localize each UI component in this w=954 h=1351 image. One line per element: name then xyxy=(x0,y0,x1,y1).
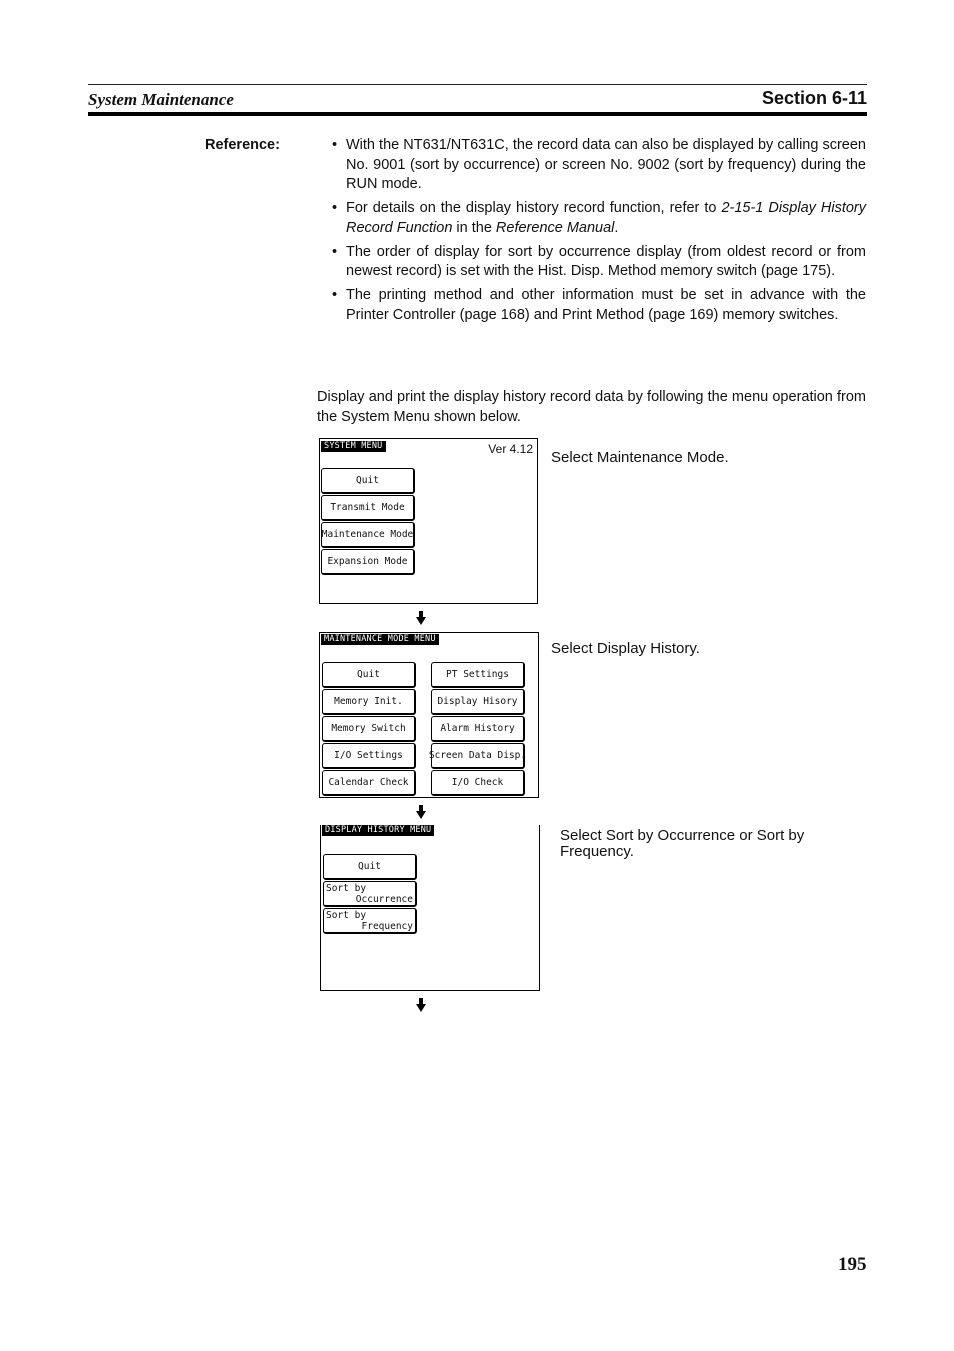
maintenance-mode-button[interactable]: Maintenance Mode xyxy=(321,522,415,548)
step2-caption: Select Display History. xyxy=(551,640,700,657)
header-section-number: Section 6-11 xyxy=(761,88,867,108)
reference-bullet-list xyxy=(332,136,866,330)
alarm-history-button[interactable]: Alarm History xyxy=(431,716,525,742)
button-label-line1: Sort by xyxy=(326,883,367,894)
bullet-text: With the NT631/NT631C, the record data can also be displayed by calling screen No. 9001 (sort by occurrence) or screen No. 9002 (sort by frequency) during the RUN mode. xyxy=(346,137,866,192)
sort-by-occurrence-button[interactable] xyxy=(323,881,417,907)
step3-caption: Select Sort by Occurrence or Sort by Frequency. xyxy=(560,827,805,860)
page-number: 195 xyxy=(838,1254,867,1275)
header-rule-thin xyxy=(88,84,867,85)
bullet-ref-section: 2-15-1 Display History Record Function xyxy=(346,200,866,236)
io-settings-button[interactable]: I/O Settings xyxy=(322,743,416,769)
intro-paragraph: Display and print the display history record data by following the menu operation from the System Menu shown below. xyxy=(317,389,866,425)
memory-init-button[interactable]: Memory Init. xyxy=(322,689,416,715)
quit-button[interactable]: Quit xyxy=(323,854,417,880)
button-label-line2: Frequency xyxy=(361,921,413,932)
memory-switch-button[interactable]: Memory Switch xyxy=(322,716,416,742)
system-menu-screen xyxy=(319,438,538,604)
transmit-mode-button[interactable]: Transmit Mode xyxy=(321,495,415,521)
version-label: Ver 4.12 xyxy=(488,442,533,456)
display-history-menu-screen xyxy=(320,825,540,991)
bullet-dot: • xyxy=(332,137,338,153)
down-arrow-icon xyxy=(416,998,426,1012)
quit-button[interactable]: Quit xyxy=(321,468,415,494)
bullet-text: The printing method and other information must be set in advance with the Printer Controller (page 168) and Print Method (page 169) memory switches. xyxy=(346,287,866,323)
reference-bullet-3 xyxy=(332,243,866,282)
bullet-text: The order of display for sort by occurrence display (from oldest record or from newest record) is set with the Hist. Disp. Method memory switch (page 175). xyxy=(346,243,866,279)
sort-by-frequency-button[interactable] xyxy=(323,908,417,934)
reference-bullet-2 xyxy=(332,199,866,238)
bullet-text: in the xyxy=(452,219,496,236)
bullet-ref-manual: Reference Manual xyxy=(495,219,615,236)
bullet-dot: • xyxy=(332,287,338,303)
header-rule-thick xyxy=(88,112,867,116)
reference-bullet-4 xyxy=(332,286,866,325)
quit-button[interactable]: Quit xyxy=(322,662,416,688)
calendar-check-button[interactable]: Calendar Check xyxy=(322,770,416,796)
header-chapter-title: System Maintenance xyxy=(88,90,234,109)
bullet-dot: • xyxy=(332,243,338,260)
bullet-text: For details on the display history record function, refer to xyxy=(346,200,722,216)
button-label-line2: Occurrence xyxy=(355,894,413,905)
button-label-line1: Sort by xyxy=(326,910,367,921)
screen-data-disp-button[interactable]: Screen Data Disp. xyxy=(431,743,525,769)
screen-title: MAINTENANCE MODE MENU xyxy=(321,634,439,645)
down-arrow-icon xyxy=(416,805,426,819)
bullet-dot: • xyxy=(332,200,338,216)
screen-title: SYSTEM MENU xyxy=(321,441,386,452)
step1-caption: Select Maintenance Mode. xyxy=(551,449,729,466)
pt-settings-button[interactable]: PT Settings xyxy=(431,662,525,688)
down-arrow-icon xyxy=(416,611,426,625)
display-history-button[interactable]: Display Hisory xyxy=(431,689,525,715)
reference-bullet-1 xyxy=(332,136,866,195)
io-check-button[interactable]: I/O Check xyxy=(431,770,525,796)
screen-title: DISPLAY HISTORY MENU xyxy=(322,825,434,836)
reference-label: Reference: xyxy=(205,137,280,153)
maintenance-mode-menu-screen xyxy=(319,632,539,798)
expansion-mode-button[interactable]: Expansion Mode xyxy=(321,549,415,575)
bullet-text: . xyxy=(614,219,619,236)
